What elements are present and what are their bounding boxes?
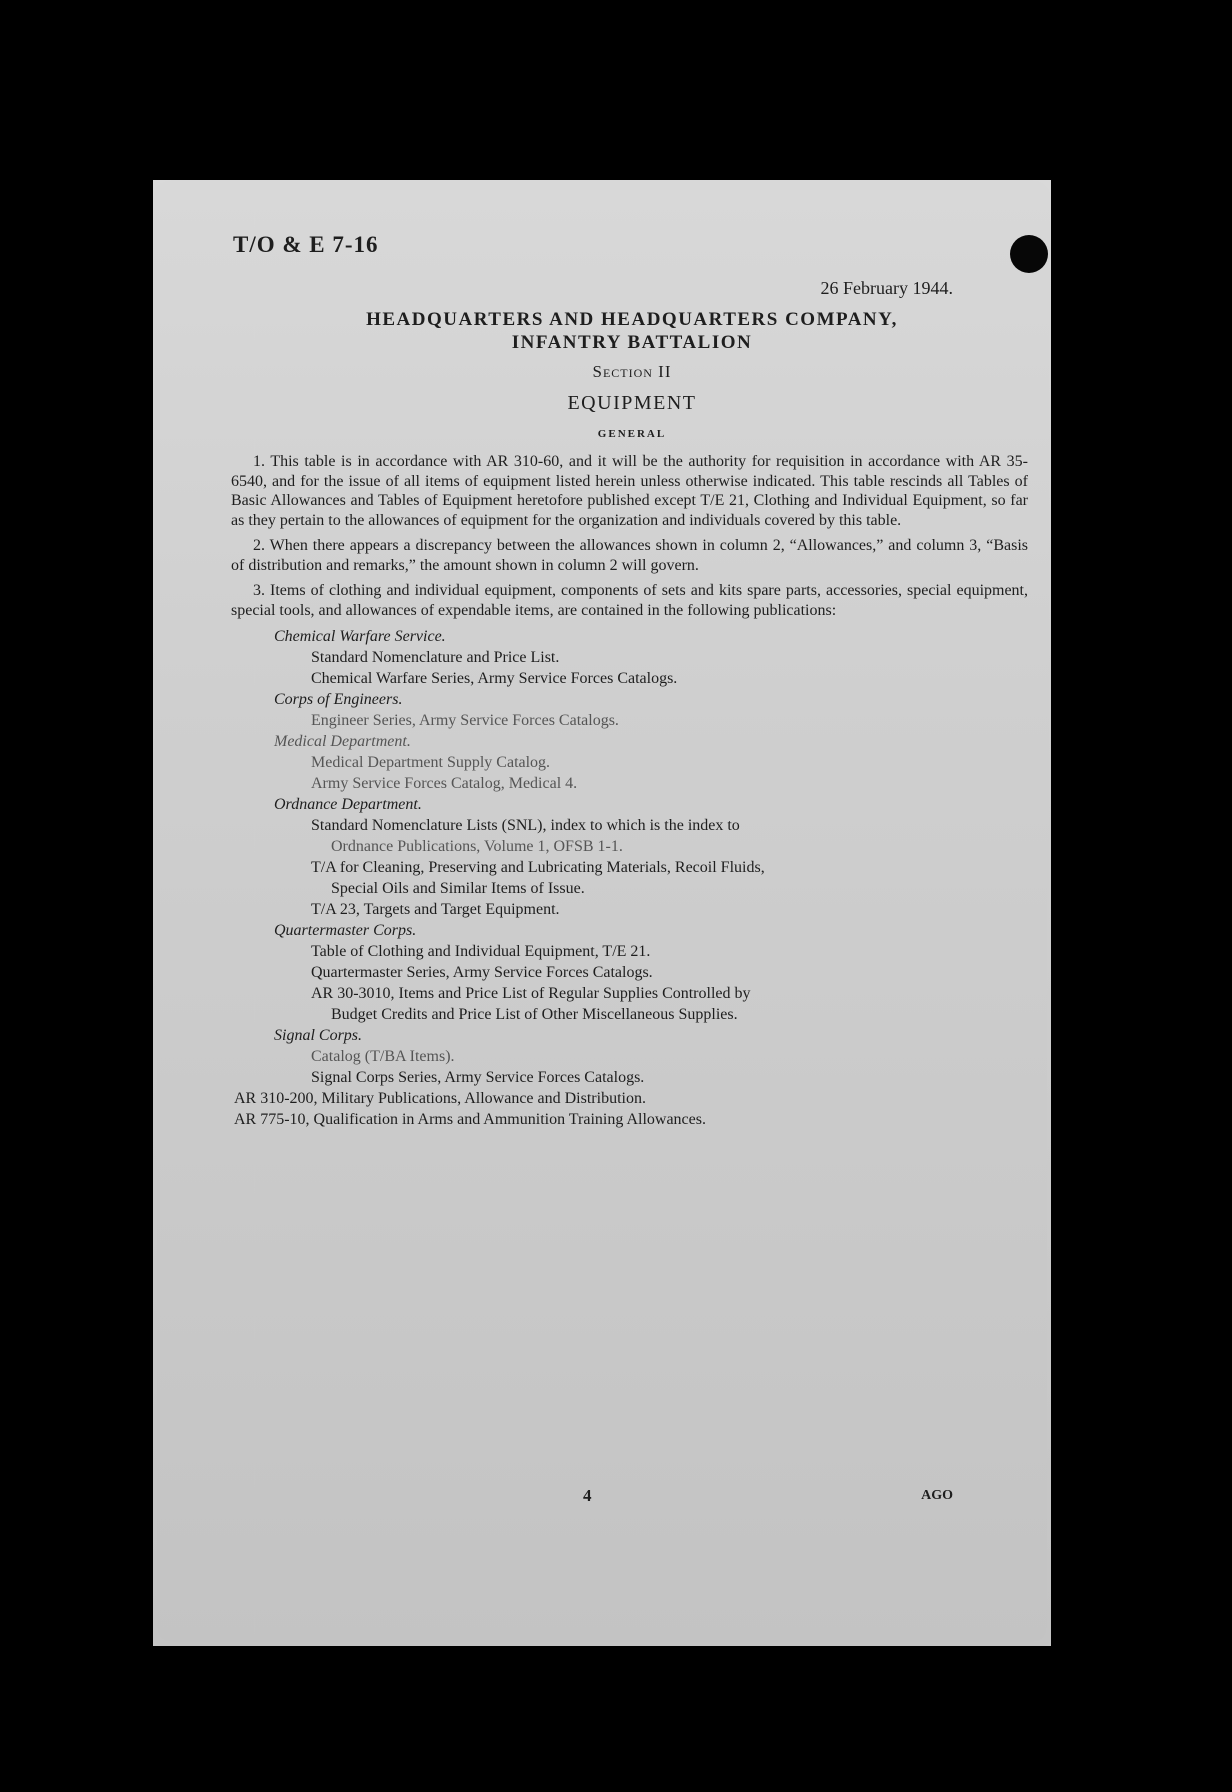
page-number: 4	[583, 1486, 592, 1505]
form-identifier: T/O & E 7-16	[233, 232, 379, 257]
publication-item: T/A for Cleaning, Preserving and Lubricating Materials, Recoil Fluids,	[311, 859, 765, 876]
title-line-2: INFANTRY BATTALION	[511, 332, 753, 353]
paragraph-3: 3. Items of clothing and individual equipment, components of sets and kits spare parts, accessories, special equipment, special tools, and allowances of expendable items, are contained in the following publications:	[231, 582, 1028, 619]
paragraph-1: 1. This table is in accordance with AR 310-60, and it will be the authority for requisition in accordance with AR 35-6540, and for the issue of all items of equipment listed herein unless otherwise indicated. This table rescinds all Tables of Basic Allowances and Tables of Equipment heretofore published except T/E 21, Clothing and Individual Equipment, so far as they pertain to the allowances of equipment for the organization and individuals covered by this table.	[231, 453, 1028, 529]
document-title	[153, 308, 1051, 354]
punch-hole	[1010, 235, 1048, 273]
publication-item: Engineer Series, Army Service Forces Catalogs.	[311, 712, 619, 729]
publication-item: Medical Department Supply Catalog.	[311, 754, 551, 771]
publication-item: Chemical Warfare Series, Army Service Forces Catalogs.	[311, 670, 678, 687]
ago-mark: AGO	[921, 1488, 953, 1503]
publication-item: Standard Nomenclature and Price List.	[311, 649, 560, 666]
regulation-item: AR 775-10, Qualification in Arms and Ammunition Training Allowances.	[234, 1111, 706, 1128]
regulation-item: AR 310-200, Military Publications, Allowance and Distribution.	[234, 1090, 646, 1107]
publication-item: Standard Nomenclature Lists (SNL), index to which is the index to	[311, 817, 740, 834]
publication-category: Ordnance Department.	[274, 796, 422, 813]
publication-category: Medical Department.	[274, 733, 411, 750]
publication-item-continuation: Budget Credits and Price List of Other Miscellaneous Supplies.	[331, 1006, 738, 1023]
document-body	[231, 452, 1028, 1130]
publication-item: Army Service Forces Catalog, Medical 4.	[311, 775, 578, 792]
publication-item-continuation: Ordnance Publications, Volume 1, OFSB 1-1.	[331, 838, 623, 855]
publication-category: Corps of Engineers.	[274, 691, 403, 708]
publication-item: AR 30-3010, Items and Price List of Regular Supplies Controlled by	[311, 985, 751, 1002]
title-line-1: HEADQUARTERS AND HEADQUARTERS COMPANY,	[366, 309, 898, 330]
paragraph-2: 2. When there appears a discrepancy between the allowances shown in column 2, “Allowances,” and column 3, “Basis of distribution and remarks,” the amount shown in column 2 will govern.	[231, 537, 1028, 574]
section-heading: EQUIPMENT	[567, 392, 697, 414]
section-label: Section II	[592, 362, 672, 381]
publication-category: Chemical Warfare Service.	[274, 628, 446, 645]
publication-category: Signal Corps.	[274, 1027, 363, 1044]
publication-item: Table of Clothing and Individual Equipment, T/E 21.	[311, 943, 651, 960]
publication-item: Quartermaster Series, Army Service Forces Catalogs.	[311, 964, 653, 981]
subheading: GENERAL	[597, 428, 667, 440]
publication-category: Quartermaster Corps.	[274, 922, 417, 939]
publication-item-continuation: Special Oils and Similar Items of Issue.	[331, 880, 585, 897]
document-date: 26 February 1944.	[820, 278, 953, 298]
document-page	[153, 180, 1051, 1646]
publications-list	[231, 626, 1028, 1130]
publication-item: Catalog (T/BA Items).	[311, 1048, 455, 1065]
publication-item: Signal Corps Series, Army Service Forces Catalogs.	[311, 1069, 645, 1086]
publication-item: T/A 23, Targets and Target Equipment.	[311, 901, 560, 918]
